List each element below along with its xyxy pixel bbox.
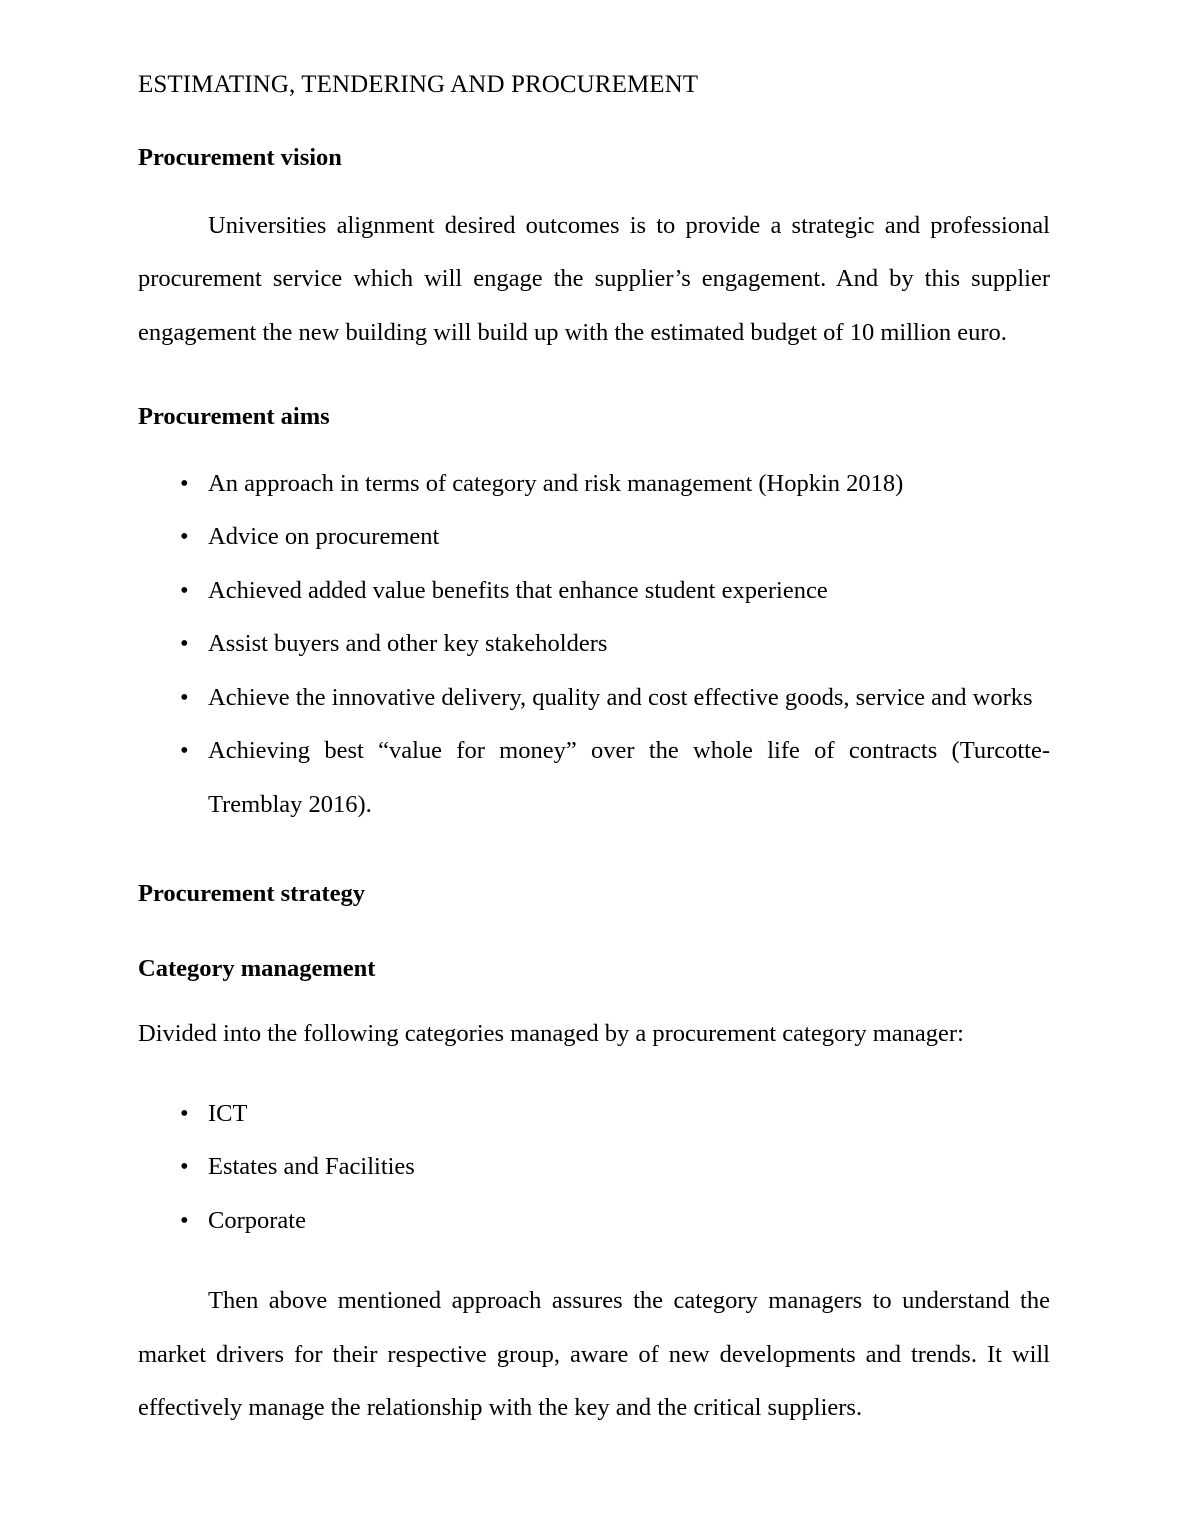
- heading-procurement-strategy: Procurement strategy: [138, 880, 365, 907]
- list-item: [138, 510, 1050, 564]
- list-item-text: Advice on procurement: [208, 523, 440, 550]
- list-item-text: ICT: [208, 1099, 248, 1127]
- list-item-text: Achieve the innovative delivery, quality and cost effective goods, service and works: [208, 683, 1033, 711]
- bullet-icon: •: [180, 737, 189, 764]
- list-item: [138, 671, 1050, 725]
- list-item: [138, 1194, 1050, 1248]
- document-content: [138, 0, 1050, 1435]
- list-item: [138, 457, 1050, 511]
- list-item: [138, 724, 1050, 831]
- list-item-text: An approach in terms of category and risk management (Hopkin 2018): [208, 469, 904, 497]
- paragraph-category-intro: Divided into the following categories managed by a procurement category manager:: [138, 1020, 964, 1047]
- list-item-text: Achieving best “value for money” over the whole life of contracts (Turcotte-Tremblay 2016).: [208, 737, 1050, 818]
- list-item: [138, 617, 1050, 671]
- list-item-text: Achieved added value benefits that enhance student experience: [208, 576, 828, 604]
- list-item-text: Corporate: [208, 1206, 306, 1234]
- bullet-icon: •: [180, 683, 189, 711]
- bullet-icon: •: [180, 469, 189, 497]
- document-header-title: ESTIMATING, TENDERING AND PROCUREMENT: [138, 71, 699, 98]
- list-item: [138, 564, 1050, 618]
- paragraph-procurement-vision: Universities alignment desired outcomes is to provide a strategic and professional procurement service which will engage the supplier’s engagement. And by this supplier engagement the new building will build up with the estimated budget of 10 million euro.: [138, 211, 1050, 346]
- list-item-text: Estates and Facilities: [208, 1153, 415, 1180]
- bullet-icon: •: [180, 523, 189, 550]
- bullet-icon: •: [180, 630, 189, 657]
- list-item: [138, 1140, 1050, 1194]
- heading-category-management: Category management: [138, 954, 376, 982]
- heading-procurement-vision: Procurement vision: [138, 144, 342, 171]
- bullet-icon: •: [180, 1153, 189, 1180]
- bullet-icon: •: [180, 1206, 189, 1234]
- heading-procurement-aims: Procurement aims: [138, 403, 330, 430]
- bullet-icon: •: [180, 1099, 189, 1127]
- list-item: [138, 1087, 1050, 1141]
- bullet-icon: •: [180, 576, 189, 604]
- list-categories: [138, 1061, 1050, 1248]
- list-procurement-aims: [138, 430, 1050, 832]
- list-item-text: Assist buyers and other key stakeholders: [208, 630, 608, 657]
- paragraph-category-closing: Then above mentioned approach assures the category managers to understand the market drivers for their respective group, aware of new developments and trends. It will effectively manage the relationship with the key and the critical suppliers.: [138, 1287, 1050, 1421]
